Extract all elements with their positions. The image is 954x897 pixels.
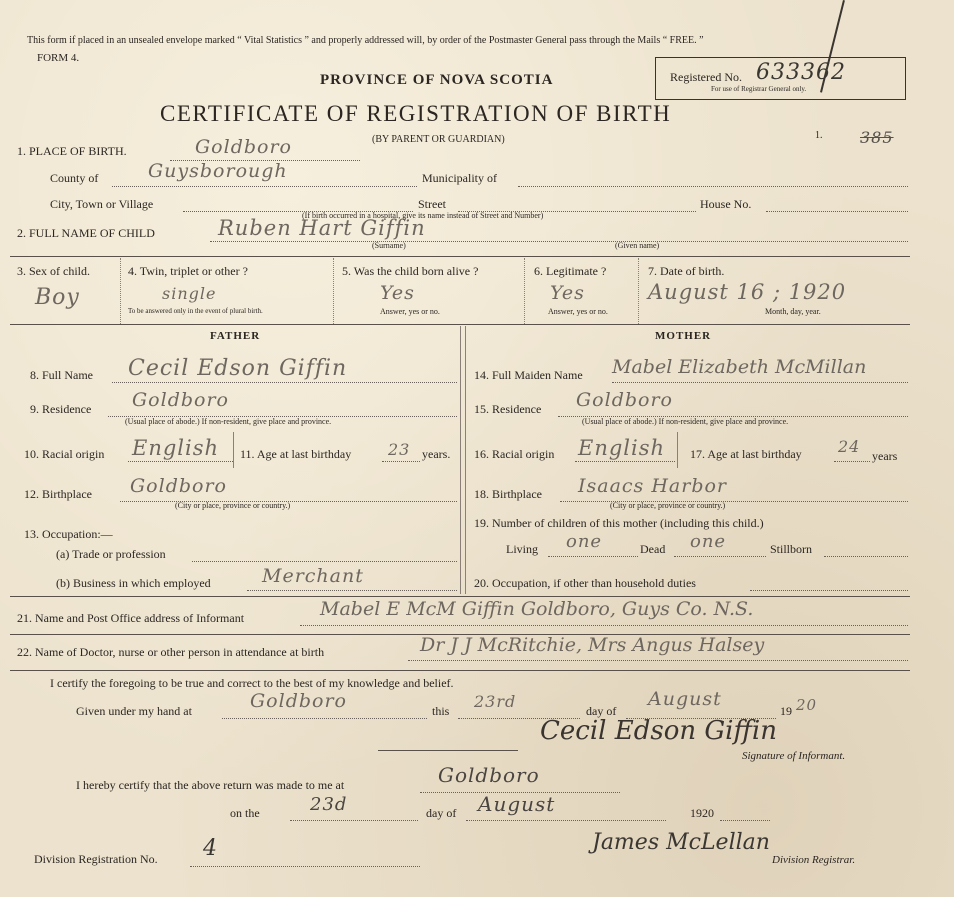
father-residence-value: Goldboro xyxy=(132,389,229,411)
house-number-label: House No. xyxy=(700,197,752,211)
informant-signature-label: Signature of Informant. xyxy=(742,750,846,762)
given-name-note: (Given name) xyxy=(615,241,660,250)
twin-value: single xyxy=(162,284,217,303)
twin-label: 4. Twin, triplet or other ? xyxy=(128,264,248,278)
father-heading: FATHER xyxy=(210,330,261,342)
form-number: FORM 4. xyxy=(37,52,80,64)
municipality-line xyxy=(518,186,908,187)
living-line xyxy=(548,556,638,557)
informant-label: 21. Name and Post Office address of Informant xyxy=(17,611,245,625)
registrar-place-value: Goldboro xyxy=(438,763,540,787)
child-name-line xyxy=(210,241,908,242)
child-name-value: Ruben Hart Giffin xyxy=(218,216,426,240)
row3-top-rule xyxy=(10,256,910,257)
mother-age-value: 24 xyxy=(838,437,861,456)
registrar-day-line xyxy=(290,820,418,821)
mother-racial-value: English xyxy=(578,436,666,460)
father-name-label: 8. Full Name xyxy=(30,368,93,382)
registrar-year-line xyxy=(720,820,770,821)
mother-age-label: 17. Age at last birthday xyxy=(690,447,802,461)
registrar-signature-label: Division Registrar. xyxy=(772,854,856,866)
father-years-label: years. xyxy=(422,447,451,461)
row3-divider-1 xyxy=(120,258,121,324)
division-label: Division Registration No. xyxy=(34,852,158,866)
mother-name-label: 14. Full Maiden Name xyxy=(474,368,583,382)
informant-top-rule xyxy=(10,596,910,597)
mother-racial-divider xyxy=(677,432,678,468)
certify-statement: I certify the foregoing to be true and correct to the best of my knowledge and belief. xyxy=(50,676,454,690)
row3-divider-3 xyxy=(524,258,525,324)
father-residence-note: (Usual place of abode.) If non-resident, give place and province. xyxy=(125,417,332,426)
given-under-label: Given under my hand at xyxy=(76,704,192,718)
surname-note: (Surname) xyxy=(372,241,406,250)
mother-birthplace-value: Isaacs Harbor xyxy=(578,475,728,497)
child-name-label: 2. FULL NAME OF CHILD xyxy=(17,226,155,240)
mother-heading: MOTHER xyxy=(655,330,712,342)
certify-top-rule xyxy=(10,670,910,671)
registered-number-box xyxy=(655,57,906,100)
registrar-month-line xyxy=(466,820,666,821)
day-of-label: day of xyxy=(586,704,617,718)
parents-top-rule xyxy=(10,324,910,325)
father-racial-label: 10. Racial origin xyxy=(24,447,105,461)
doctor-label: 22. Name of Doctor, nurse or other person in attendance at birth xyxy=(17,645,325,659)
trade-label: (a) Trade or profession xyxy=(56,547,166,561)
certificate-title: CERTIFICATE OF REGISTRATION OF BIRTH xyxy=(160,101,672,126)
living-value: one xyxy=(566,531,603,552)
father-name-line xyxy=(112,382,457,383)
trade-line xyxy=(192,561,457,562)
corner-mark: 1. xyxy=(815,130,823,141)
division-line xyxy=(190,866,420,867)
dead-value: one xyxy=(690,531,727,552)
corner-number: 385 xyxy=(860,128,894,147)
given-year-value: 20 xyxy=(796,696,818,714)
doctor-line xyxy=(408,660,908,661)
legitimate-label: 6. Legitimate ? xyxy=(534,264,607,278)
born-alive-value: Yes xyxy=(380,282,415,304)
given-day-value: 23rd xyxy=(474,692,517,711)
this-label: this xyxy=(432,704,450,718)
registrar-month-value: August xyxy=(478,792,556,816)
business-label: (b) Business in which employed xyxy=(56,576,211,590)
father-name-value: Cecil Edson Giffin xyxy=(128,356,348,381)
children-label: 19. Number of children of this mother (including this child.) xyxy=(474,516,764,530)
county-label: County of xyxy=(50,171,99,185)
year-prefix: 19 xyxy=(780,704,792,718)
informant-signature: Cecil Edson Giffin xyxy=(540,716,777,746)
county-line xyxy=(112,186,417,187)
father-racial-value: English xyxy=(132,436,220,460)
business-line xyxy=(247,590,457,591)
mother-racial-line xyxy=(575,461,675,462)
division-value: 4 xyxy=(203,836,218,861)
date-of-birth-note: Month, day, year. xyxy=(765,307,821,316)
given-place-line xyxy=(222,718,427,719)
province-heading: PROVINCE OF NOVA SCOTIA xyxy=(320,72,554,88)
parents-divider xyxy=(460,326,461,594)
father-racial-divider xyxy=(233,432,234,468)
mother-years-label: years xyxy=(872,449,898,463)
doctor-value: Dr J J McRitchie, Mrs Angus Halsey xyxy=(420,634,765,656)
row3-divider-2 xyxy=(333,258,334,324)
row3-divider-4 xyxy=(638,258,639,324)
date-of-birth-value: August 16 ; 1920 xyxy=(648,280,847,304)
living-label: Living xyxy=(506,542,538,556)
father-age-line xyxy=(382,461,420,462)
hospital-note: (If birth occurred in a hospital, give its name instead of Street and Number) xyxy=(302,211,544,220)
place-of-birth-label: 1. PLACE OF BIRTH. xyxy=(17,144,127,158)
father-residence-label: 9. Residence xyxy=(30,402,92,416)
father-birthplace-note: (City or place, province or country.) xyxy=(175,501,291,510)
twin-note: To be answered only in the event of plural birth. xyxy=(128,307,263,315)
father-birthplace-label: 12. Birthplace xyxy=(24,487,92,501)
mother-name-value: Mabel Elizabeth McMillan xyxy=(612,356,867,378)
legitimate-value: Yes xyxy=(550,282,585,304)
given-place-value: Goldboro xyxy=(250,690,347,712)
sex-label: 3. Sex of child. xyxy=(17,264,90,278)
mother-occupation-line xyxy=(750,590,908,591)
given-month-value: August xyxy=(648,688,722,710)
sex-value: Boy xyxy=(35,285,80,310)
certificate-subtitle: (BY PARENT OR GUARDIAN) xyxy=(372,134,505,145)
street-label: Street xyxy=(418,197,446,211)
stillborn-label: Stillborn xyxy=(770,542,813,556)
mother-occupation-label: 20. Occupation, if other than household duties xyxy=(474,576,696,590)
registrar-signature: James McLellan xyxy=(592,830,770,855)
born-alive-note: Answer, yes or no. xyxy=(380,307,440,316)
municipality-label: Municipality of xyxy=(422,171,497,185)
mother-name-line xyxy=(612,382,908,383)
registered-number-value: 633362 xyxy=(756,60,846,85)
mother-residence-label: 15. Residence xyxy=(474,402,542,416)
city-label: City, Town or Village xyxy=(50,197,154,211)
father-racial-line xyxy=(128,461,233,462)
registered-number-label: Registered No. xyxy=(670,70,742,84)
informant-line xyxy=(300,625,908,626)
mother-birthplace-note: (City or place, province or country.) xyxy=(610,501,726,510)
born-alive-label: 5. Was the child born alive ? xyxy=(342,264,479,278)
occupation-label: 13. Occupation:— xyxy=(24,527,113,541)
house-number-line xyxy=(766,211,908,212)
county-value: Guysborough xyxy=(148,160,288,182)
father-birthplace-value: Goldboro xyxy=(130,475,227,497)
mother-residence-note: (Usual place of abode.) If non-resident, give place and province. xyxy=(582,417,789,426)
registrar-day-value: 23d xyxy=(310,794,348,815)
dead-line xyxy=(674,556,766,557)
date-of-birth-label: 7. Date of birth. xyxy=(648,264,725,278)
mail-notice: This form if placed in an unsealed envelope marked “ Vital Statistics ” and properly addressed will, by order of the Postmaster General pass through the Mails “ FREE. ” xyxy=(27,35,704,46)
father-age-value: 23 xyxy=(388,440,411,459)
parents-divider-2 xyxy=(465,326,466,594)
registered-number-note: For use of Registrar General only. xyxy=(711,85,807,93)
mother-racial-label: 16. Racial origin xyxy=(474,447,555,461)
dead-label: Dead xyxy=(640,542,666,556)
stillborn-line xyxy=(824,556,908,557)
registrar-statement: I hereby certify that the above return was made to me at xyxy=(76,778,345,792)
legitimate-note: Answer, yes or no. xyxy=(548,307,608,316)
father-age-label: 11. Age at last birthday xyxy=(240,447,352,461)
place-of-birth-value: Goldboro xyxy=(195,136,292,158)
signature-short-rule xyxy=(378,750,518,751)
on-the-label: on the xyxy=(230,806,260,820)
mother-residence-value: Goldboro xyxy=(576,389,673,411)
informant-value: Mabel E McM Giffin Goldboro, Guys Co. N.S. xyxy=(320,598,754,620)
business-value: Merchant xyxy=(262,565,364,587)
mother-birthplace-label: 18. Birthplace xyxy=(474,487,542,501)
registrar-year: 1920 xyxy=(690,806,714,820)
registrar-day-of-label: day of xyxy=(426,806,457,820)
mother-age-line xyxy=(834,461,870,462)
